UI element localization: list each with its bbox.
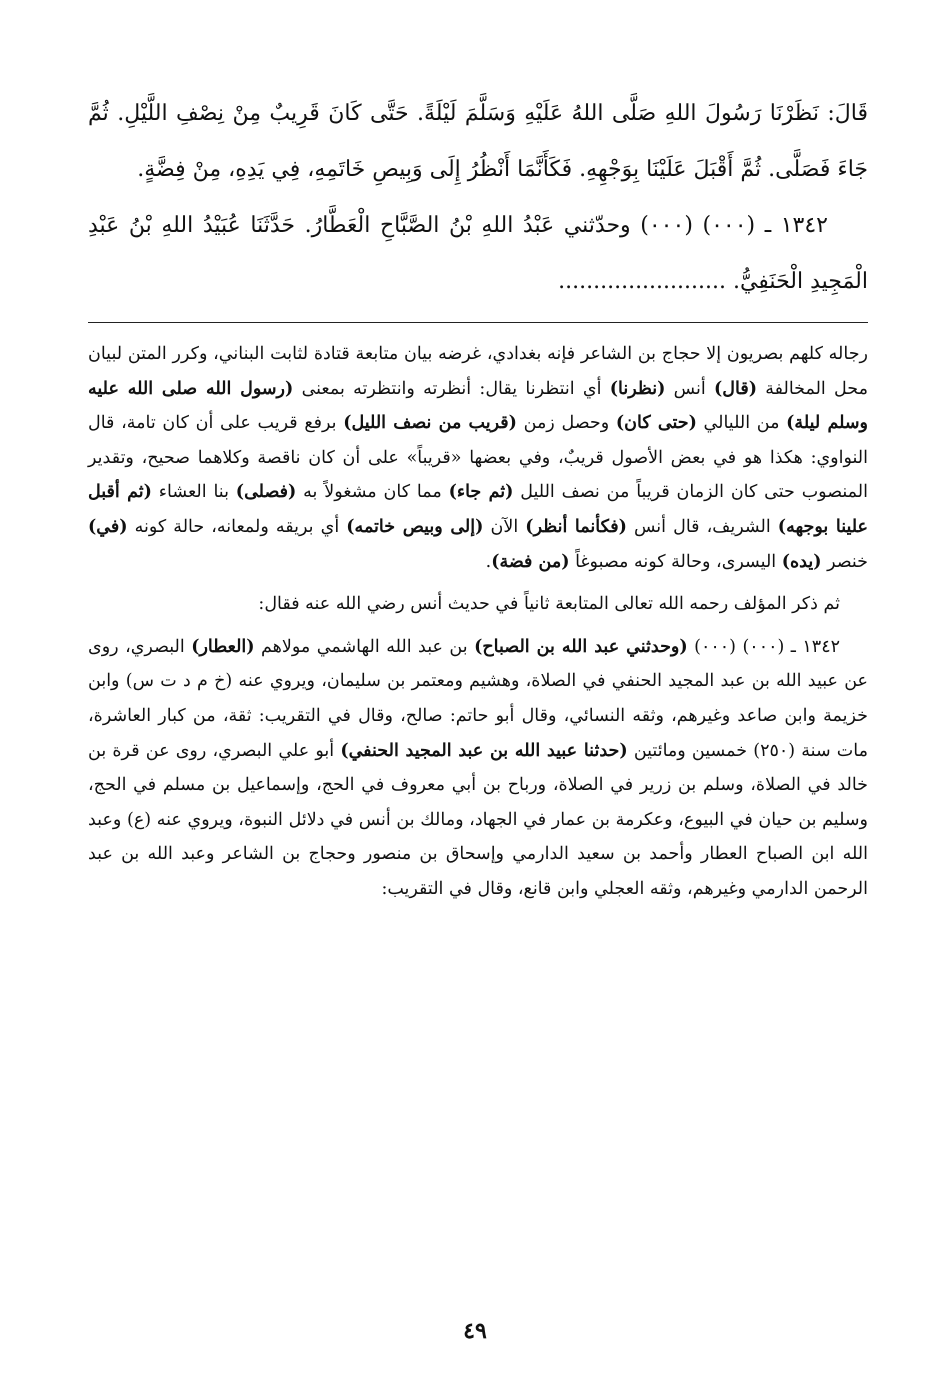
- commentary-section: [88, 337, 868, 907]
- hadith-text: [88, 86, 868, 310]
- quoted-matn-phrase: (حتى كان): [615, 413, 697, 434]
- commentary-run: مما كان مشغولاً به: [296, 482, 449, 503]
- quoted-matn-phrase: (العطار): [191, 636, 255, 657]
- page-content: [88, 86, 868, 915]
- commentary-run: ١٣٤٢ ـ (٠٠٠) (٠٠٠): [687, 636, 841, 657]
- quoted-matn-phrase: (قال): [714, 378, 757, 399]
- commentary-transition-paragraph: ثم ذكر المؤلف رحمه الله تعالى المتابعة ثانياً في حديث أنس رضي الله عنه فقال:: [258, 594, 840, 615]
- commentary-run: أي بريقه ولمعانه، حالة كونه: [127, 516, 347, 537]
- commentary-run: أي انتظرنا يقال: أنظرته وانتظرته بمعنى: [293, 378, 610, 399]
- quoted-matn-phrase: (وحدثني عبد الله بن الصباح): [474, 636, 688, 657]
- commentary-run: الشريف، قال أنس: [626, 516, 778, 537]
- commentary-run: بن عبد الله الهاشمي مولاهم: [254, 636, 475, 657]
- commentary-run: خنصر: [821, 551, 868, 572]
- commentary-run: .: [485, 551, 492, 572]
- commentary-run: أنس: [665, 378, 714, 399]
- quoted-matn-phrase: (قريب من نصف الليل): [343, 413, 517, 434]
- commentary-run: الآن: [483, 516, 526, 537]
- hadith-paragraph: قَالَ: نَظَرْنَا رَسُولَ اللهِ صَلَّى اللهُ عَلَيْهِ وَسَلَّمَ لَيْلَةً. حَتَّى كَانَ قَرِيبٌ مِنْ نِصْفِ اللَّيْلِ. ثُمَّ جَاءَ فَصَلَّى. ثُمَّ أَقْبَلَ عَلَيْنَا بِوَجْهِهِ. فَكَأَنَّمَا أَنْظُرُ إِلَى وَبِيصِ خَاتَمِهِ، فِي يَدِهِ، مِنْ فِضَّةٍ.: [88, 101, 868, 182]
- commentary-narrator-paragraph: [88, 630, 868, 907]
- quoted-matn-phrase: (ثم جاء): [448, 482, 514, 503]
- quoted-matn-phrase: (نظرنا): [609, 378, 666, 399]
- quoted-matn-phrase: (في): [88, 516, 128, 537]
- quoted-matn-phrase: (حدثنا عبيد الله بن عبد المجيد الحنفي): [340, 740, 628, 761]
- commentary-run: اليسرى، وحالة كونه مصبوغاً: [569, 551, 782, 572]
- quoted-matn-phrase: (رسول الله صلى الله عليه وسلم ليلة): [88, 378, 869, 434]
- quoted-matn-phrase: (من فضة): [491, 551, 570, 572]
- quoted-matn-phrase: (فصلى): [235, 482, 297, 503]
- commentary-run: برفع قريب على أن كان تامة، قال النواوي: هكذا هو في بعض الأصول قريبٌ، وفي بعضها «قريباً» على أن كان ناقصة وكلاهما صحيح، وتقدير المنصوب حتى كان الزمان قريباً من نصف الليل: [88, 413, 868, 503]
- section-divider: [88, 322, 868, 323]
- quoted-matn-phrase: (يده): [781, 551, 822, 572]
- commentary-run: رجاله كلهم بصريون إلا حجاج بن الشاعر فإنه بغدادي، غرضه بيان متابعة قتادة لثابت البناني، وكرر المتن لبيان محل المخالفة: [88, 344, 868, 399]
- commentary-run: من الليالي: [696, 413, 787, 434]
- quoted-matn-phrase: (ثم أقبل علينا بوجهه): [88, 482, 868, 537]
- hadith-chain-paragraph: ١٣٤٢ ـ (٠٠٠) (٠٠٠) وحدّثني عَبْدُ اللهِ بْنُ الصَّبَّاحِ الْعَطَّارُ. حَدَّثَنَا عُبَيْدُ اللهِ بْنُ عَبْدِ الْمَجِيدِ الْحَنَفِيُّ. ........................: [88, 213, 868, 294]
- commentary-run: وحصل زمن: [516, 413, 616, 434]
- page-number: ٤٩: [463, 1318, 487, 1344]
- commentary-run: البصري، روى عن عبيد الله بن عبد المجيد الحنفي في الصلاة، وهشيم ومعتمر بن سليمان، ويروي عنه (خ م د ت س) وابن خزيمة وابن صاعد وغيرهم، وثقه النسائي، وقال أبو حاتم: صالح، وقال في التقريب: ثقة، من كبار العاشرة، مات سنة (٢٥٠) خمسين ومائتين: [88, 636, 868, 761]
- quoted-matn-phrase: (فكأنما أنظر): [525, 516, 627, 537]
- commentary-run: بنا العشاء: [151, 482, 236, 503]
- commentary-run: أبو علي البصري، روى عن قرة بن خالد في الصلاة، وسلم بن زرير في الصلاة، ورباح بن أبي معروف في الحج، وإسماعيل بن مسلم في الحج، وسليم بن حيان في البيوع، وعكرمة بن عمار في الجهاد، ومالك بن أنس في دلائل النبوة، ويروي عنه (ع) وعبد الله ابن الصباح العطار وأحمد بن سعيد الدارمي وإسحاق بن منصور وحجاج بن الشاعر وعبد الله بن عبد الرحمن الدارمي وغيرهم، وثقه العجلي وابن قانع، وقال في التقريب:: [88, 740, 868, 899]
- commentary-paragraph: [88, 337, 868, 579]
- quoted-matn-phrase: (إلى وبيص خاتمه): [346, 516, 484, 537]
